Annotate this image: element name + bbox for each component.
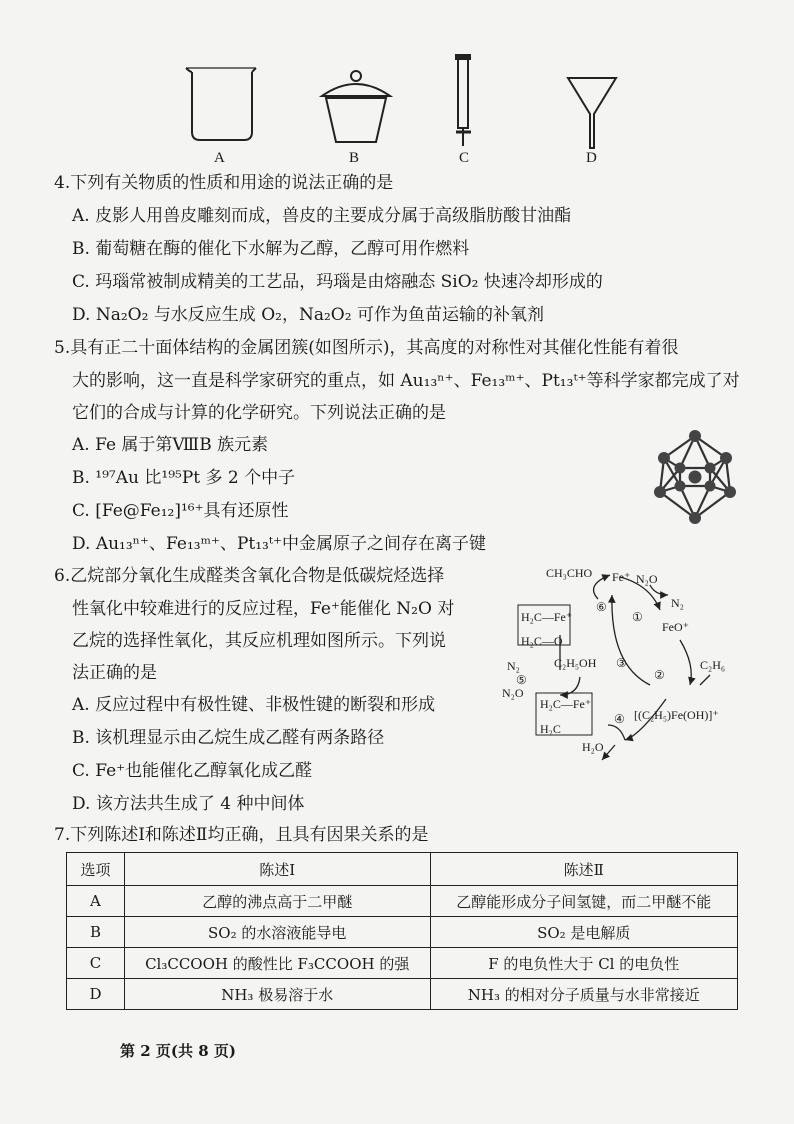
question-6-option: D. 该方法共生成了 4 种中间体 xyxy=(72,794,305,814)
mechanism-label: H₂C—O xyxy=(521,634,563,648)
question-4-option: B. 葡萄糖在酶的催化下水解为乙醇，乙醇可用作燃料 xyxy=(72,239,470,259)
mechanism-label: H₂O xyxy=(582,740,604,754)
mechanism-label: CH₃CHO xyxy=(546,566,593,580)
table-cell: A xyxy=(67,886,125,917)
mechanism-label: N₂O xyxy=(502,686,524,700)
apparatus-drawings xyxy=(180,50,620,150)
table-row xyxy=(67,948,738,979)
question-6-option: C. Fe⁺也能催化乙醇氧化成乙醛 xyxy=(72,761,313,781)
table-header-row xyxy=(67,853,738,886)
mechanism-step: ① xyxy=(632,610,643,624)
funnel-icon xyxy=(568,78,616,148)
table-cell: SO₂ 是电解质 xyxy=(430,917,738,948)
question-4-stem: 4.下列有关物质的性质和用途的说法正确的是 xyxy=(54,173,394,193)
question-5-stem: 它们的合成与计算的化学研究。下列说法正确的是 xyxy=(72,403,446,423)
table-row xyxy=(67,886,738,917)
table-cell: Cl₃CCOOH 的酸性比 F₃CCOOH 的强 xyxy=(124,948,430,979)
question-6-option: A. 反应过程中有极性键、非极性键的断裂和形成 xyxy=(72,695,436,715)
mechanism-step: ④ xyxy=(614,712,625,726)
mechanism-label: N₂ xyxy=(671,596,684,610)
mechanism-label: C₂H₆ xyxy=(700,658,726,672)
table-row xyxy=(67,917,738,948)
table-cell: 乙醇的沸点高于二甲醚 xyxy=(124,886,430,917)
question-5-option: A. Fe 属于第ⅧB 族元素 xyxy=(72,435,269,455)
table-header: 陈述Ⅰ xyxy=(124,853,430,886)
burette-icon xyxy=(458,58,468,128)
mechanism-step: ⑤ xyxy=(516,673,527,687)
apparatus-label: D xyxy=(586,150,597,166)
crucible-icon xyxy=(326,98,386,142)
question-5-option: C. [Fe@Fe₁₂]¹⁶⁺具有还原性 xyxy=(72,501,289,521)
mechanism-label: N₂ xyxy=(507,659,520,673)
mechanism-label: FeO⁺ xyxy=(662,620,689,634)
question-6-stem: 性氧化中较难进行的反应过程，Fe⁺能催化 N₂O 对 xyxy=(72,599,455,619)
table-header: 选项 xyxy=(67,853,125,886)
question-5-option: B. ¹⁹⁷Au 比¹⁹⁵Pt 多 2 个中子 xyxy=(72,468,296,488)
question-5-option: D. Au₁₃ⁿ⁺、Fe₁₃ᵐ⁺、Pt₁₃ᵗ⁺中金属原子之间存在离子键 xyxy=(72,534,487,554)
table-cell: B xyxy=(67,917,125,948)
table-cell: F 的电负性大于 Cl 的电负性 xyxy=(430,948,738,979)
beaker-icon xyxy=(192,72,252,140)
mechanism-label: [(C₂H₅)Fe(OH)]⁺ xyxy=(634,708,719,722)
question-6-option: B. 该机理显示由乙烷生成乙醛有两条路径 xyxy=(72,728,385,748)
apparatus-label: C xyxy=(459,150,470,166)
question-6-stem: 6.乙烷部分氧化生成醛类含氧化合物是低碳烷烃选择 xyxy=(54,566,445,586)
table-cell: 乙醇能形成分子间氢键，而二甲醚不能 xyxy=(430,886,738,917)
question-4-option: C. 玛瑙常被制成精美的工艺品，玛瑙是由熔融态 SiO₂ 快速冷却形成的 xyxy=(72,272,603,292)
mechanism-label: H₂C xyxy=(540,722,561,736)
mechanism-label: H₂C—Fe⁺ xyxy=(521,610,573,624)
table-cell: SO₂ 的水溶液能导电 xyxy=(124,917,430,948)
mechanism-step: ② xyxy=(654,668,665,682)
mechanism-label: H₂C—Fe⁺ xyxy=(540,697,592,711)
question-5-stem: 5.具有正二十面体结构的金属团簇(如图所示)，其高度的对称性对其催化性能有着很 xyxy=(54,338,679,358)
question-5-stem: 大的影响，这一直是科学家研究的重点，如 Au₁₃ⁿ⁺、Fe₁₃ᵐ⁺、Pt₁₃ᵗ⁺等科学家都完成了对 xyxy=(72,371,740,391)
table-cell: NH₃ 极易溶于水 xyxy=(124,979,430,1010)
question-7-table xyxy=(66,852,738,1010)
apparatus-label: B xyxy=(349,150,360,166)
table-row xyxy=(67,979,738,1010)
table-cell: NH₃ 的相对分子质量与水非常接近 xyxy=(430,979,738,1010)
page-footer: 第 2 页(共 8 页) xyxy=(120,1042,236,1060)
icosahedron-cluster-icon xyxy=(650,428,740,526)
question-7-stem: 7.下列陈述Ⅰ和陈述Ⅱ均正确，且具有因果关系的是 xyxy=(54,825,429,845)
mechanism-label: N₂O xyxy=(636,572,658,586)
question-4-option: D. Na₂O₂ 与水反应生成 O₂，Na₂O₂ 可作为鱼苗运输的补氧剂 xyxy=(72,305,544,325)
table-cell: D xyxy=(67,979,125,1010)
mechanism-step: ③ xyxy=(616,656,627,670)
table-header: 陈述Ⅱ xyxy=(430,853,738,886)
reaction-mechanism-arrows xyxy=(490,555,780,795)
mechanism-label: Fe⁺ xyxy=(612,570,631,584)
mechanism-step: ⑥ xyxy=(596,600,607,614)
question-6-stem: 法正确的是 xyxy=(72,663,157,683)
table-cell: C xyxy=(67,948,125,979)
apparatus-label: A xyxy=(214,150,225,166)
question-6-stem: 乙烷的选择性氧化，其反应机理如图所示。下列说 xyxy=(72,631,446,651)
question-4-option: A. 皮影人用兽皮雕刻而成，兽皮的主要成分属于高级脂肪酸甘油酯 xyxy=(72,206,572,226)
mechanism-label: C₂H₅OH xyxy=(554,656,597,670)
